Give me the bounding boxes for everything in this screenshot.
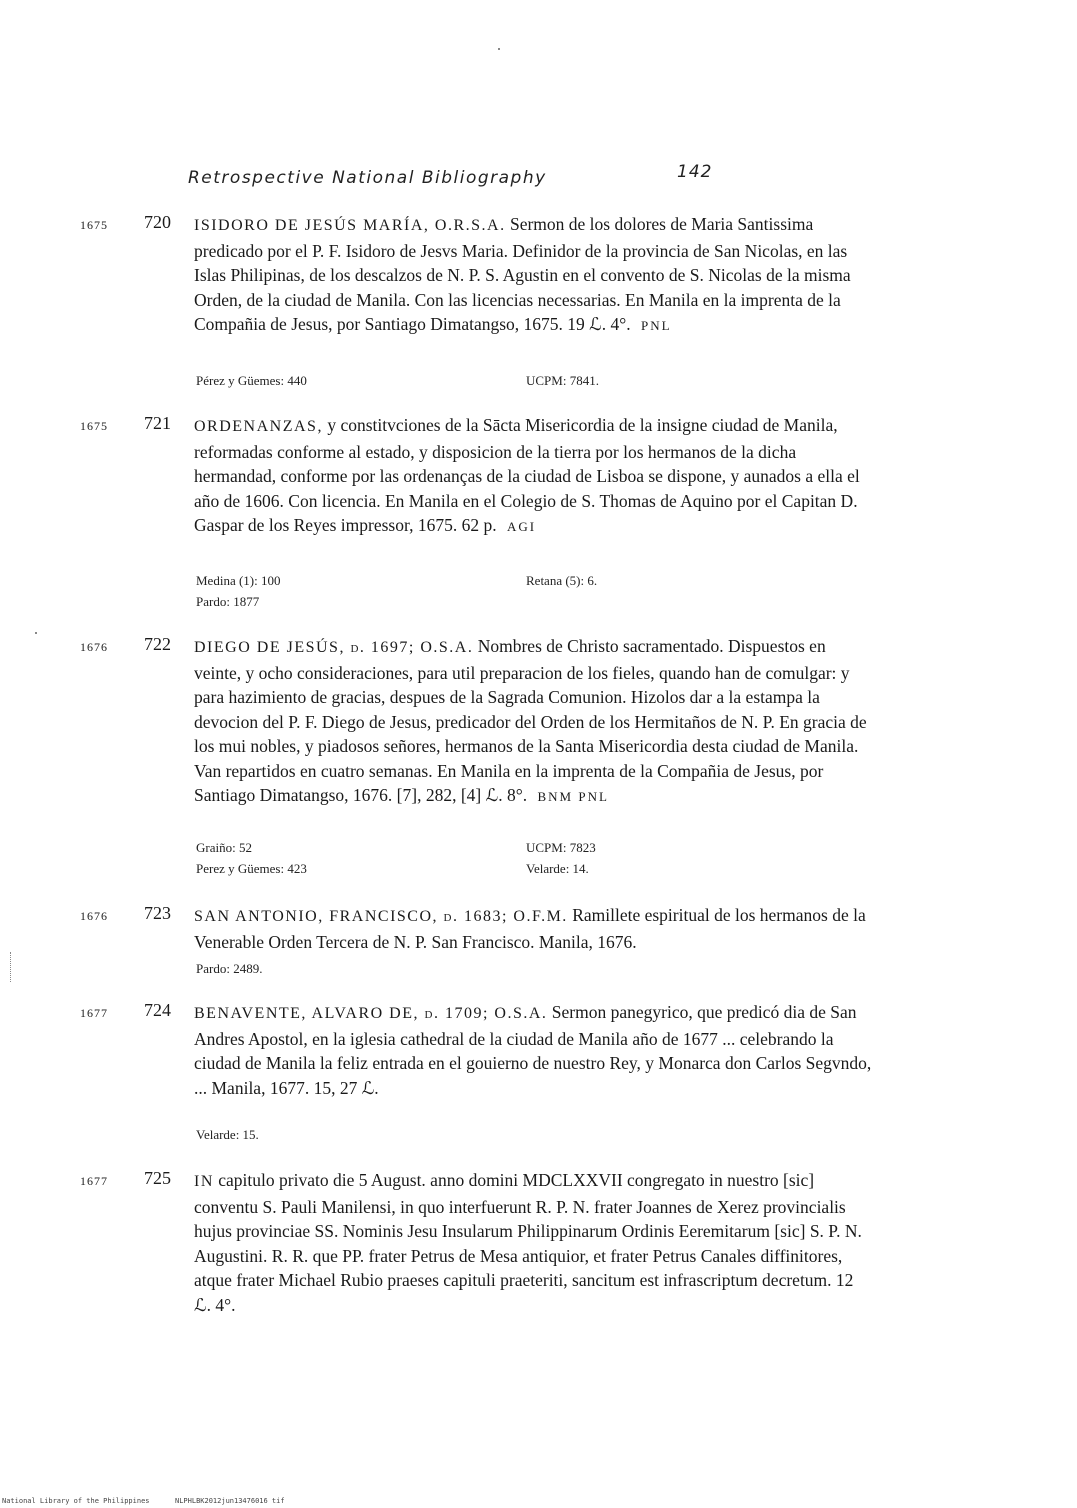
references-column-2 [526,370,599,391]
references-column-2 [526,837,596,879]
entry-description: y constitvciones de la Sācta Misericordia de la insigne ciudad de Manila, reformadas conforme al estado, y disposicion de la tierra por los hermanos de la dicha hermandad, conforme por las ordenanças de la ciudad de Lisboa se dispone, y aunados a ella el año de 1606. Con licencia. En Manila en el Colegio de S. Thomas de Aquino por el Capitan D. Gaspar de los Reyes impressor, 1675. 62 p. [194,415,860,535]
entry-author: ISIDORO DE JESÚS MARÍA, O.R.S.A. [194,217,506,234]
page-number: 142 [677,162,713,182]
entry-text [194,903,874,954]
entry-year: 1677 [80,1006,108,1020]
entry-year: 1675 [80,419,108,433]
running-header-title: Retrospective National Bibliography [188,168,547,188]
references-column-1 [196,837,307,879]
references-column-1 [196,570,280,612]
references-column-2 [526,570,597,591]
entry-text [194,212,874,339]
entry-author: SAN ANTONIO, FRANCISCO, d. 1683; O.F.M. [194,908,568,925]
entry-year: 1677 [80,1174,108,1188]
footer-library: National Library of the Philippines [2,1497,150,1505]
entry-author: ORDENANZAS, [194,418,323,435]
references-column-1 [196,370,307,391]
reference: Velarde: 14. [526,861,589,876]
references-column-1 [196,958,262,979]
entry-holdings: BNM PNL [537,789,609,804]
entry-description: Ramillete espiritual de los hermanos de la Venerable Orden Tercera de N. P. San Francisco. Manila, 1676. [194,905,866,952]
entry-number: 725 [144,1168,171,1188]
reference: Medina (1): 100 [196,573,281,588]
entry-holdings: PNL [641,318,672,333]
entry-holdings: AGI [506,519,537,534]
entry-text [194,634,874,810]
entry-year: 1675 [80,218,108,232]
reference: Velarde: 15. [196,1127,259,1142]
reference: Perez y Güemes: 423 [196,861,307,876]
entry-number: 724 [144,1000,171,1020]
reference: Pardo: 2489. [196,961,263,976]
reference: Graiño: 52 [196,840,252,855]
entry-text [194,413,874,540]
entry-author: DIEGO DE JESÚS, d. 1697; O.S.A. [194,639,474,656]
entry-number: 722 [144,634,171,654]
entry-description: Sermon panegyrico, que predicó dia de San Andres Apostol, en la iglesia cathedral de la ciudad de Manila año de 1677 ... celebrando la ciudad de Manila la feliz entrada en el gouierno de nuestro Rey, y Monarca don Carlos Segvndo, ... Manila, 1677. 15, 27 ℒ. [194,1002,872,1098]
entry-text [194,1000,874,1100]
reference: UCPM: 7823 [526,840,596,855]
entry-number: 721 [144,413,171,433]
scan-margin-mark [10,952,14,982]
entry-author: IN [194,1173,214,1190]
entry-description: capitulo privato die 5 August. anno domini MDCLXXVII congregato in nuestro [sic] conventu S. Pauli Manilensi, in quo interfuerunt R. P. N. frater Joannes de Xerez provincialis hujus provinciae SS. Nominis Jesu Insularum Philippinarum Ordinis Eeremitarum [sic] S. P. N. Augustini. R. R. que PP. frater Petrus de Mesa antiquior, et frater Petrus Canales diffinitores, atque frater Michael Rubio praeses capituli praeteriti, sancitum est infrascriptum decretum. 12 ℒ. 4°. [194,1170,862,1315]
references-column-1 [196,1124,259,1145]
reference: Retana (5): 6. [526,573,598,588]
entry-author: BENAVENTE, ALVARO DE, d. 1709; O.S.A. [194,1005,548,1022]
entry-description: Nombres de Christo sacramentado. Dispuestos en veinte, y ocho consideraciones, para util preparacion de los fieles, quando han de comulgar: y para hazimiento de gracias, despues de la Sagrada Comunion. Hizolos dar a la estampa la devocion del P. F. Diego de Jesus, predicador del Orden de los Hermitaños de N. P. En gracia de los mui nobles, y piadosos señores, hermanos de la Santa Misericordia desta ciudad de Manila. Van repartidos en cuatro semanas. En Manila en la imprenta de la Compañia de Jesus, por Santiago Dimatangso, 1676. [7], 282, [4] ℒ. 8°. [194,636,867,805]
entry-number: 720 [144,212,171,232]
scan-speck [35,632,37,634]
scan-speck [498,48,500,50]
entry-number: 723 [144,903,171,923]
entry-description: Sermon de los dolores de Maria Santissima predicado por el P. F. Isidoro de Jesvs Maria. Definidor de la provincia de San Nicolas, en las Islas Philipinas, de los descalzos de N. P. S. Agustin en el convento de S. Nicolas de la misma Orden, de la ciudad de Manila. Con las licencias necessarias. En Manila en la imprenta de la Compañia de Jesus, por Santiago Dimatangso, 1675. 19 ℒ. 4°. [194,214,851,334]
entry-text [194,1168,874,1317]
reference: Pardo: 1877 [196,594,260,609]
entry-year: 1676 [80,909,108,923]
reference: UCPM: 7841. [526,373,599,388]
footer-file-id: NLPHLBK2012jun13476016 tif [175,1497,285,1505]
reference: Pérez y Güemes: 440 [196,373,307,388]
entry-year: 1676 [80,640,108,654]
